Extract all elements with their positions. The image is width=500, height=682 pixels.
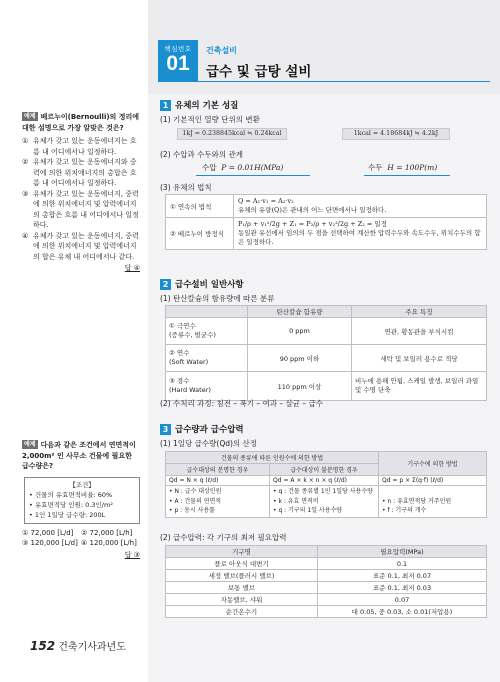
legend-cell: • n : 유효면적당 거주인원 • f : 기구의 개수	[379, 486, 487, 518]
section-title: 급수량과 급수압력	[175, 425, 244, 435]
table-header-row	[166, 546, 487, 558]
question-option: ① 유체가 갖고 있는 운동에너지는 흐름 내 어디에서나 일정하다.	[22, 137, 137, 156]
section-number: 2	[160, 279, 171, 290]
formula-underline	[196, 175, 310, 176]
answer-label: 답 ③	[124, 550, 140, 559]
category-label: 건축설비	[206, 46, 237, 55]
table-row	[166, 594, 487, 606]
head-formula: 수두 H = 100P(m)	[368, 163, 438, 172]
formula-cell: Qd = p × Σ(q·f) (ℓ/d)	[379, 476, 487, 486]
fixture-name: 보통 밸브	[166, 582, 318, 594]
page-number: 152	[30, 639, 56, 653]
formula-cell: Qd = A × k × n × q (ℓ/d)	[270, 476, 379, 486]
table-row	[166, 606, 487, 618]
carbonate-amount: 110 ppm 이상	[248, 372, 352, 401]
core-number: 01	[166, 52, 190, 75]
table-row	[166, 486, 487, 518]
header-divider	[198, 81, 490, 82]
column-header: 기구수에 의한 방법	[379, 452, 487, 476]
section-title: 급수설비 일반사항	[175, 280, 244, 290]
answer-label: 답 ④	[124, 264, 140, 272]
example-question-1	[22, 112, 140, 274]
subheading: (1) 기본적인 열량 단위의 변환	[160, 115, 260, 124]
header-band	[148, 0, 500, 94]
question-stem	[22, 112, 140, 133]
question-options	[22, 528, 140, 549]
water-type: ① 극연수 (증류수, 벌균수)	[166, 318, 248, 345]
table-row	[166, 218, 487, 250]
fixture-pressure: 0.1	[318, 558, 487, 570]
question-text: 다음과 같은 조건에서 연면적이 2,000m² 인 사무소 건물에 필요한 급수량은?	[22, 441, 136, 470]
law-name: ② 베르누이 방정식	[166, 218, 234, 250]
column-header: 탄산칼슘 함유량	[248, 306, 352, 318]
pressure-formula: 수압 P = 0.01H(MPa)	[202, 163, 284, 172]
water-type: ② 연수 (Soft Water)	[166, 345, 248, 372]
conditions-box	[24, 477, 140, 524]
question-option: ② 유체가 갖고 있는 운동에너지와 중력에 의한 위치에너지의 총합은 흐름 내 어디에서나 일정하다.	[22, 158, 137, 187]
page-title: 급수 및 급탕 설비	[206, 64, 312, 80]
table-header-row	[166, 306, 487, 318]
section-number: 3	[160, 424, 171, 435]
column-header: 급수대상의 분명한 경우	[166, 464, 270, 476]
water-type: ③ 경수 (Hard Water)	[166, 372, 248, 401]
conditions-title: 【조건】	[69, 480, 95, 489]
section-heading-1	[160, 99, 238, 111]
question-option: ② 72,000 [L/h]	[81, 528, 133, 537]
table-row	[166, 570, 487, 582]
example-tag: 예제	[24, 113, 36, 120]
water-feature: 비누에 용해 안됨, 스케일 발생, 보일러 과열 및 수명 단축	[352, 372, 487, 401]
column-header: 주요 특징	[352, 306, 487, 318]
water-feature: 세탁 및 보일러 용수로 적당	[352, 345, 487, 372]
water-quantity-table	[165, 451, 487, 518]
question-stem	[22, 440, 140, 472]
subheading: (3) 유체의 법칙	[160, 183, 212, 192]
condition-item: • 건물의 유효면적비율: 60%	[29, 490, 113, 499]
formula-kcal: 1kcal = 4.18684kJ ≒ 4.2kJ	[342, 128, 450, 140]
fixture-pressure: 0.07	[318, 594, 487, 606]
subheading: (2) 수압과 수두와의 관계	[160, 150, 243, 159]
fixture-name: 세정 밸브(플러시 밸브)	[166, 570, 318, 582]
section-number: 1	[160, 100, 171, 111]
question-option: ③ 120,000 [L/d]	[22, 539, 78, 547]
question-option: ④ 120,000 [L/h]	[81, 539, 137, 547]
carbonate-amount: 0 ppm	[248, 318, 352, 345]
question-option: ④ 유체가 갖고 있는 운동에너지, 중력에 의한 위치에너지 및 압력에너지의 합은 유체 내 어디에서나 같다.	[22, 231, 139, 261]
hardness-table	[165, 305, 487, 401]
fixture-pressure: 표준 0.1, 최저 0.07	[318, 570, 487, 582]
sidebar-panel	[0, 0, 148, 682]
subheading: (1) 1일당 급수량(Qd)의 산정	[160, 439, 258, 448]
formula-cell: Qd = N × q (ℓ/d)	[166, 476, 270, 486]
water-feature: 연관, 황동관을 부식시킴	[352, 318, 487, 345]
table-header-row	[166, 452, 487, 464]
example-tag: 예제	[24, 441, 36, 448]
section-title: 유체의 기본 성질	[175, 101, 239, 111]
example-question-2	[22, 440, 140, 560]
fixture-name: 자동밸브, 샤워	[166, 594, 318, 606]
core-number-label: 핵심번호	[164, 45, 192, 53]
fixture-pressure: 표준 0.1, 최저 0.03	[318, 582, 487, 594]
column-header	[166, 306, 248, 318]
fluid-law-table	[165, 194, 487, 250]
subheading: (1) 탄산칼슘의 함유량에 따른 분류	[160, 294, 275, 303]
carbonate-amount: 90 ppm 이하	[248, 345, 352, 372]
fixture-name: 순간온수기	[166, 606, 318, 618]
law-content: Q = A₁·v₁ = A₂·v₂ 유체의 유량(Q)은 관내의 어느 단면에서나 일정하다.	[234, 195, 487, 218]
table-row	[166, 345, 487, 372]
fixture-name: 플로 아웃식 대변기	[166, 558, 318, 570]
question-option: ① 72,000 [L/d]	[22, 528, 74, 537]
page-footer	[30, 638, 126, 653]
subheading: (2) 수처리 과정: 침전 – 폭기 – 여과 – 살균 – 급수	[160, 399, 324, 408]
table-row	[166, 318, 487, 345]
question-option: ③ 유체가 갖고 있는 운동에너지, 중력에 의한 위치에너지 및 압력에너지의 총합은 흐름 내 어디에서나 일정하다.	[22, 189, 139, 229]
table-row	[166, 476, 487, 486]
fixture-pressure: 대 0.05, 중 0.03, 소 0.01(저압용)	[318, 606, 487, 618]
legend-cell: • q : 건물 종류별 1인 1일당 사용수량 • k : 유효 면적비 • q : 기구의 1일 사용수량	[270, 486, 379, 518]
column-header: 기구명	[166, 546, 318, 558]
section-heading-3	[160, 423, 244, 435]
core-number-box	[158, 40, 198, 82]
law-content: P₁/ρ + v₁²/2g + Z₁ = P₂/ρ + v₂²/2g + Z₂ = 일정 동일관 유선에서 임의의 두 점을 선택하여 계산한 압력수두와 속도수두, 위치수두의 합은 일정하다.	[234, 218, 487, 250]
formula-underline	[364, 175, 450, 176]
formula-kj: 1kJ = 0.238845kcal ≒ 0.24kcal	[177, 128, 287, 140]
column-header: 건물의 종류에 따른 인원수에 의한 방법	[166, 452, 379, 464]
table-row	[166, 195, 487, 218]
section-heading-2	[160, 278, 244, 290]
condition-item: • 유효면적당 인원: 0.3인/m²	[29, 500, 113, 509]
column-header: 급수대상이 불분명한 경우	[270, 464, 379, 476]
book-title: 건축기사과년도	[58, 642, 126, 653]
column-header: 필요압력(MPa)	[318, 546, 487, 558]
subheading: (2) 급수압력: 각 기구의 최저 필요압력	[160, 533, 287, 542]
law-name: ① 연속의 법칙	[166, 195, 234, 218]
question-text: 베르누이(Bernoulli)의 정리에 대한 설명으로 가장 알맞은 것은?	[22, 113, 140, 132]
required-pressure-table	[165, 545, 487, 618]
table-row	[166, 372, 487, 401]
legend-cell: • N : 급수 대상인원 • A : 건물의 연면적 • p : 동시 사용률	[166, 486, 270, 518]
table-row	[166, 558, 487, 570]
condition-item: • 1인 1일당 급수량: 200L	[29, 510, 106, 519]
table-row	[166, 582, 487, 594]
